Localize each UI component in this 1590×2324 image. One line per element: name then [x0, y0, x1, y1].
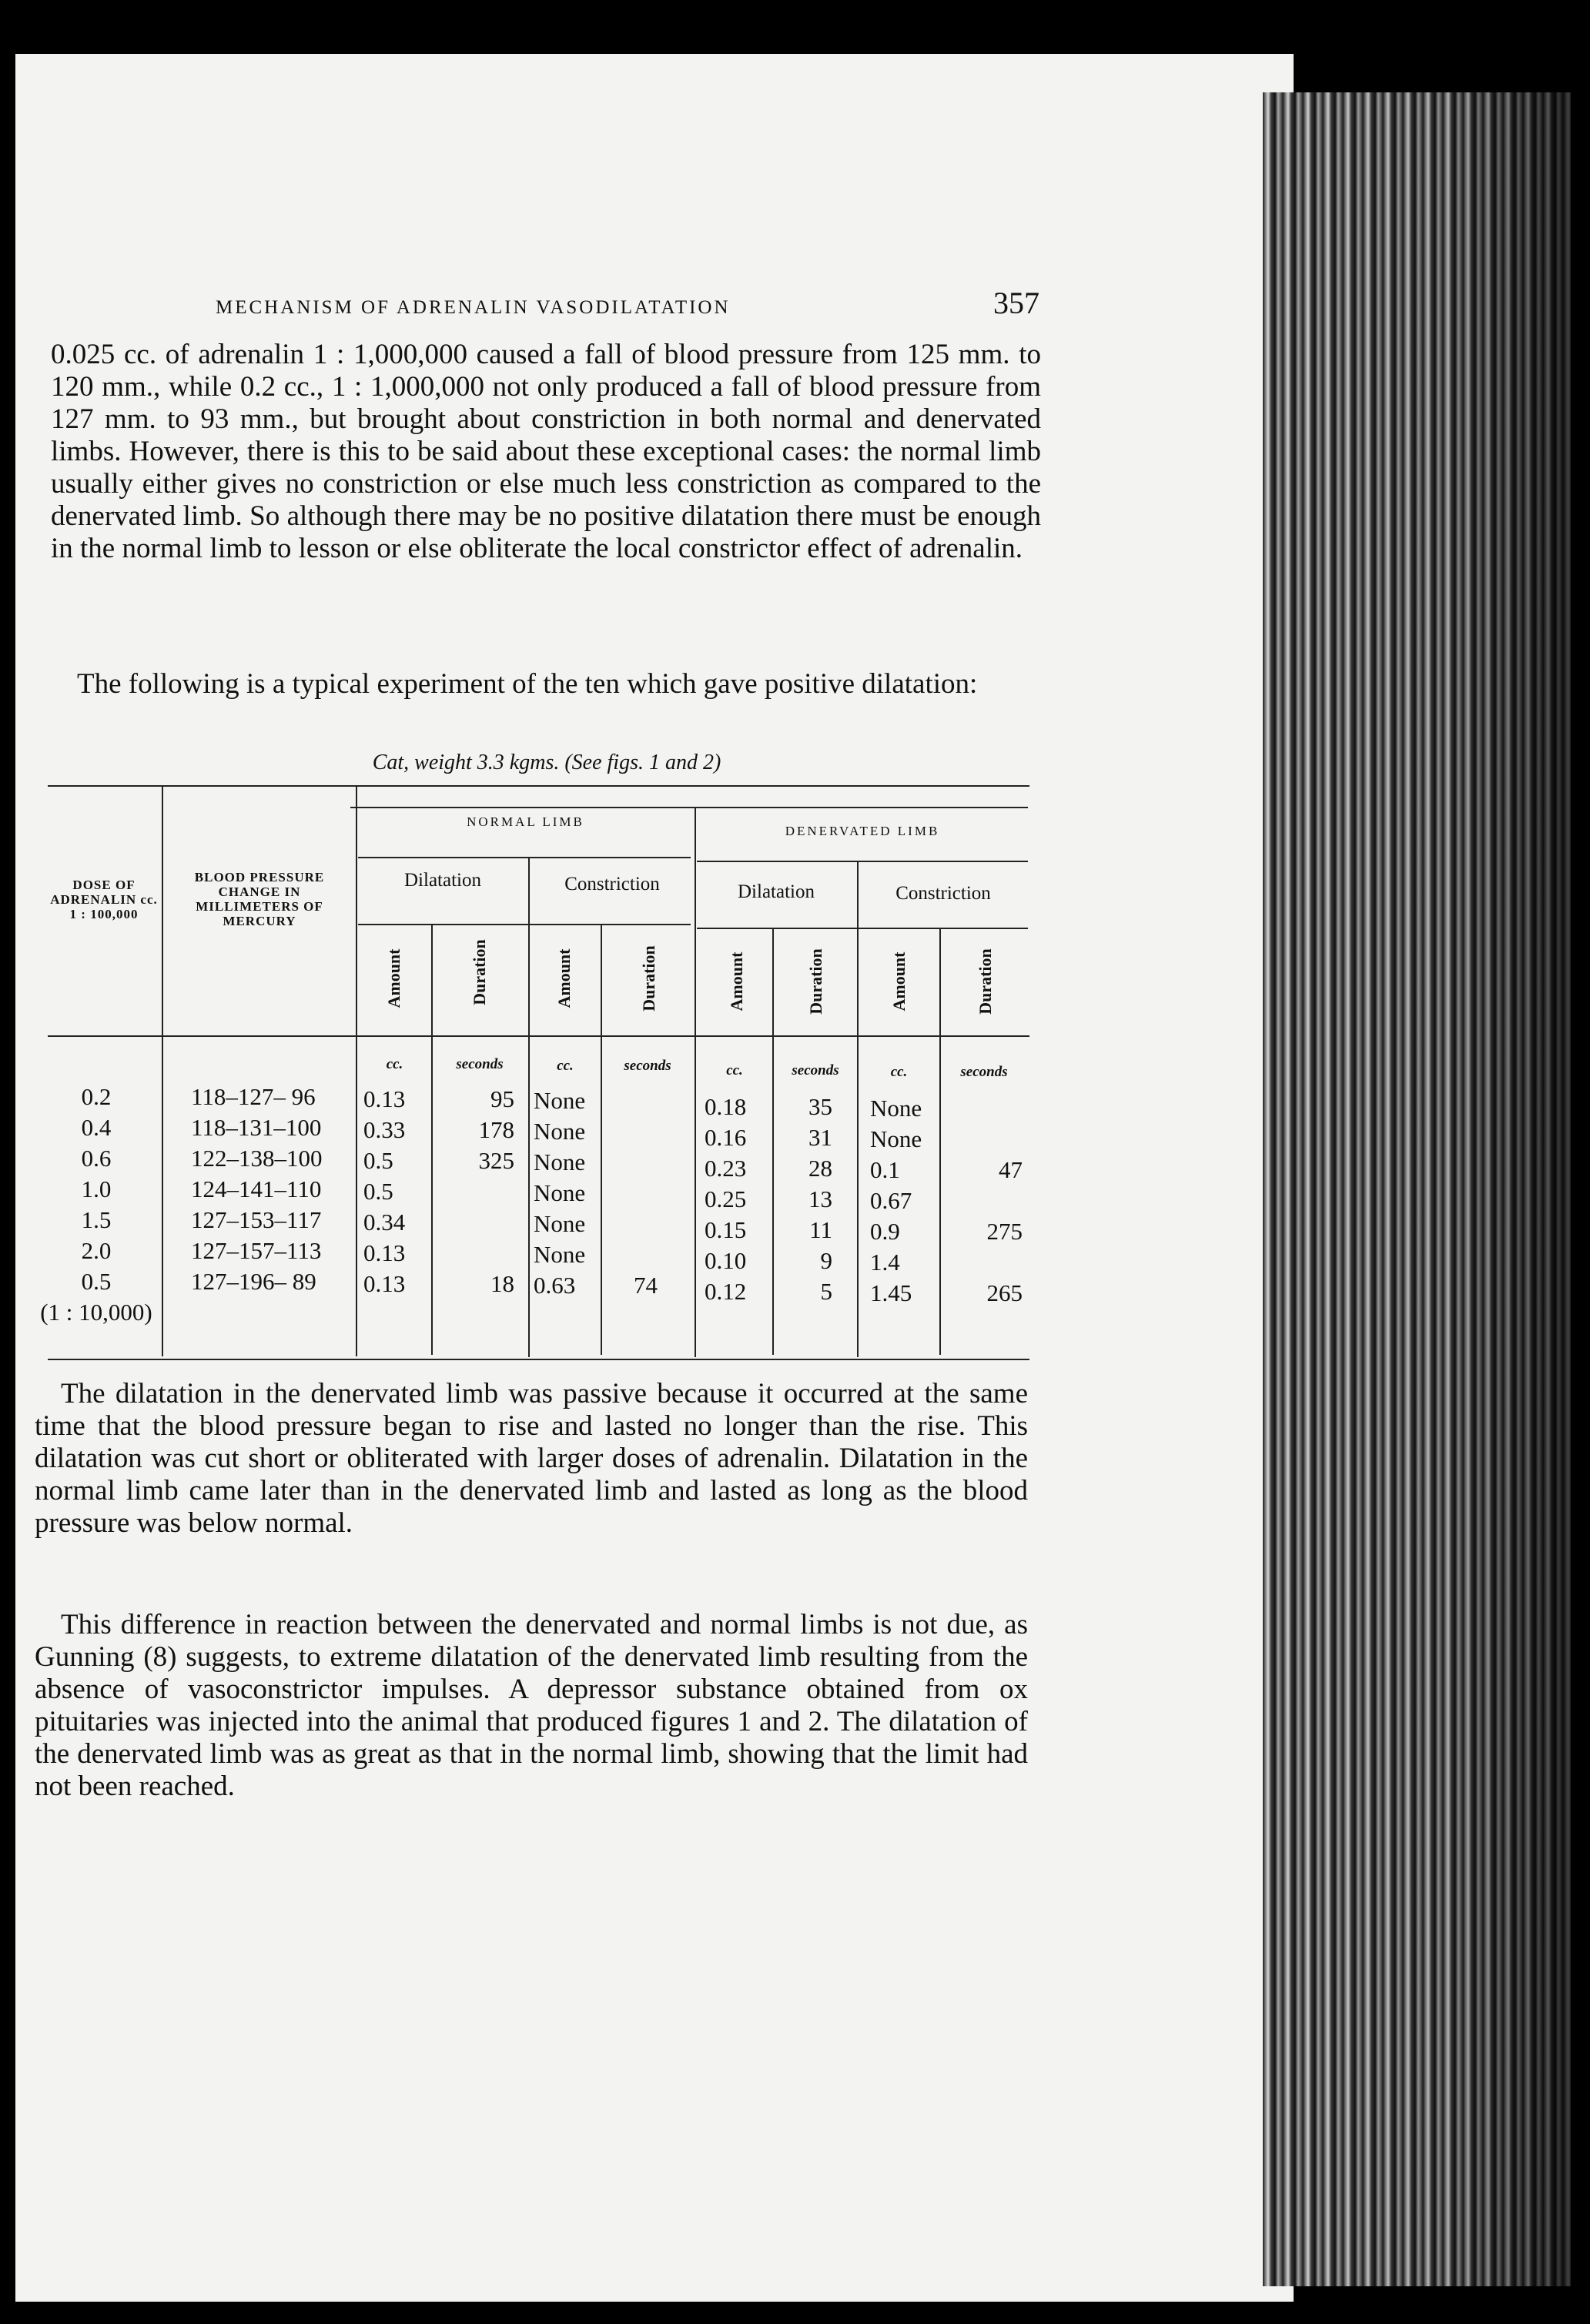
column-normal-constriction-amount: None None None None None None 0.63 [534, 1087, 586, 1299]
header-normal-constriction: Constriction [564, 874, 660, 894]
col-divider [857, 861, 859, 1357]
unit-cc: cc. [386, 1056, 403, 1072]
header-amount: Amount [554, 948, 574, 1008]
header-normal-dilatation: Dilatation [404, 870, 481, 891]
header-normal-limb: NORMAL LIMB [467, 814, 584, 829]
column-normal-dilatation-amount: 0.13 0.33 0.5 0.5 0.34 0.13 0.13 [363, 1085, 406, 1297]
normal-sub-rule [358, 857, 691, 858]
col-divider [528, 857, 530, 1357]
column-normal-constriction-duration: 74 [634, 1272, 658, 1299]
unit-seconds: seconds [792, 1062, 839, 1078]
header-amount: Amount [889, 951, 909, 1012]
header-dose: DOSE OF ADRENALIN cc. 1 : 100,000 [50, 878, 158, 921]
header-blood-pressure: BLOOD PRESSURE CHANGE IN MILLIMETERS OF MERCURY [194, 870, 325, 928]
page-edges-shadow [1263, 92, 1571, 2286]
column-dose: 0.2 0.4 0.6 1.0 1.5 2.0 0.5 (1 : 10,000) [40, 1083, 152, 1326]
column-blood-pressure: 118–127– 96 118–131–100 122–138–100 124–141–110 127–153–117 127–157–113 127–196– 89 [191, 1083, 323, 1295]
column-normal-dilatation-duration: 95 178 325 18 [478, 1085, 514, 1297]
unit-seconds: seconds [624, 1058, 671, 1074]
denervated-sub-rule [697, 861, 1028, 862]
paragraph-4: This difference in reaction between the denervated and normal limbs is not due, as Gunning (8) suggests, to extreme dilatation of the denervated limb resulting from the absence of vasoconstrictor impulses. A depressor substance obtained from ox pituitaries was injected into the animal that produced figures 1 and 2. The dilatation of the denervated limb was as great as that in the normal limb, showing that the limit had not been reached. [35, 1609, 1028, 1802]
header-denervated-dilatation: Dilatation [738, 881, 815, 902]
table-caption: Cat, weight 3.3 kgms. (See figs. 1 and 2) [372, 751, 721, 774]
unit-cc: cc. [890, 1064, 908, 1080]
table-head-bottom-rule [48, 1035, 1029, 1037]
column-denervated-dilatation-amount: 0.18 0.16 0.23 0.25 0.15 0.10 0.12 [705, 1093, 747, 1305]
page-number: 357 [993, 286, 1039, 320]
column-denervated-constriction-duration: 47 275 265 [986, 1156, 1023, 1306]
header-amount: Amount [384, 948, 403, 1008]
paragraph-3: The dilatation in the denervated limb was passive because it occurred at the same time that the blood pressure began to rise and lasted no longer than the rise. This dilatation was cut short or obliterated with larger doses of adrenalin. Dilatation in the normal limb came later than in the denervated limb and lasted as long as the blood pressure was below normal. [35, 1378, 1028, 1539]
header-amount: Amount [727, 951, 746, 1012]
header-duration: Duration [806, 948, 825, 1015]
running-title: MECHANISM OF ADRENALIN VASODILATATION [216, 297, 731, 318]
header-duration: Duration [639, 945, 658, 1012]
header-duration: Duration [976, 948, 995, 1015]
unit-cc: cc. [726, 1062, 743, 1078]
unit-seconds: seconds [960, 1064, 1008, 1080]
page-header [216, 285, 1039, 321]
unit-cc: cc. [557, 1058, 574, 1074]
paragraph-1: 0.025 cc. of adrenalin 1 : 1,000,000 caused a fall of blood pressure from 125 mm. to 120 mm., while 0.2 cc., 1 : 1,000,000 not only produced a fall of blood pressure from 127 mm. to 93 mm., but brought about constriction in both normal and denervated limbs. However, there is this to be said about these exceptional cases: the normal limb usually either gives no constriction or else much less constriction as compared to the denervated limb. So although there may be no positive dilatation there must be enough in the normal limb to lesson or else obliterate the local constrictor effect of adrenalin. [51, 339, 1041, 564]
paragraph-2: The following is a typical experiment of the ten which gave positive dilatation: [77, 668, 978, 700]
table-top-rule [48, 785, 1029, 787]
unit-seconds: seconds [456, 1056, 504, 1072]
header-duration: Duration [470, 939, 489, 1005]
column-denervated-constriction-amount: None None 0.1 0.67 0.9 1.4 1.45 [870, 1095, 922, 1306]
header-denervated-limb: DENERVATED LIMB [785, 824, 940, 838]
col-divider [356, 787, 357, 1356]
col-divider [695, 807, 696, 1357]
table-bottom-rule [48, 1359, 1029, 1360]
limb-header-rule [350, 807, 1028, 808]
header-denervated-constriction: Constriction [895, 883, 991, 904]
col-divider [162, 787, 163, 1356]
column-denervated-dilatation-duration: 35 31 28 13 11 9 5 [808, 1093, 832, 1305]
